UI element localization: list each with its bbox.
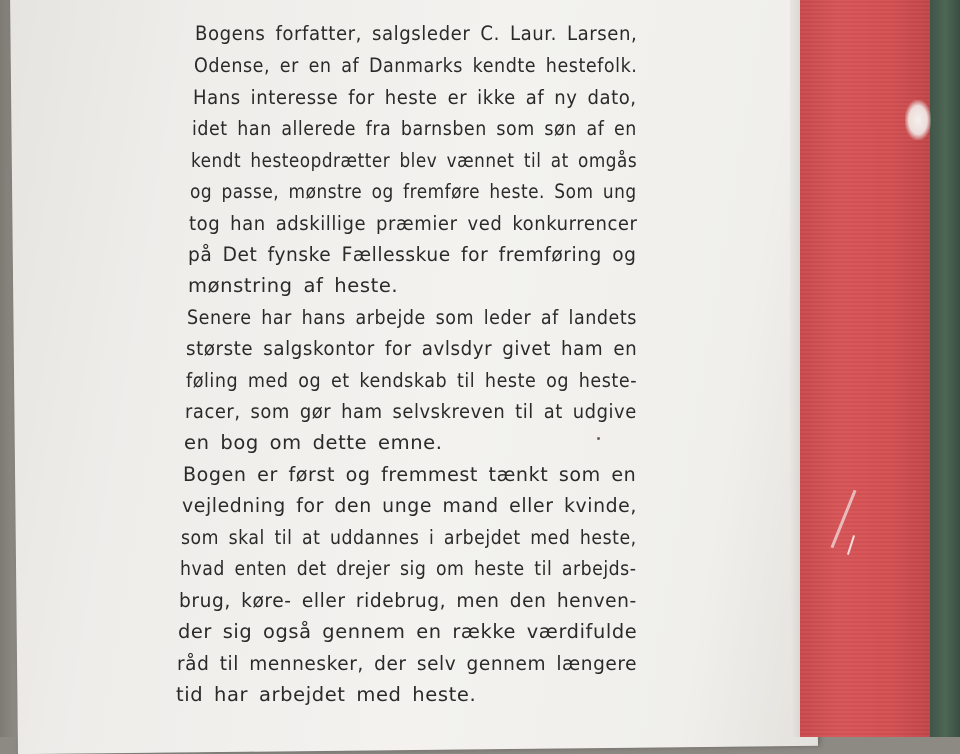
- text-line: og passe, mønstre og fremføre heste. Som ung: [190, 180, 637, 203]
- text-line: kendt hesteopdrætter blev vænnet til at omgås: [191, 149, 638, 172]
- text-line: Odense, er en af Danmarks kendte hestefolk.: [194, 54, 638, 77]
- text-line: mønstring af heste.: [188, 274, 399, 297]
- text-line: idet han allerede fra barnsben som søn af en: [192, 117, 637, 140]
- text-line: som skal til at uddannes i arbejdet med heste,: [181, 526, 637, 549]
- book-spine-green: [930, 0, 960, 737]
- text-line: vejledning for den unge mand eller kvinde,: [182, 494, 637, 517]
- text-line: råd til mennesker, der selv gennem længere: [177, 652, 638, 675]
- text-line: Bogens forfatter, salgsleder C. Laur. Larsen,: [195, 22, 638, 45]
- text-line: Hans interesse for heste er ikke af ny dato,: [193, 86, 637, 109]
- text-line: Bogen er først og fremmest tænkt som en: [183, 463, 637, 486]
- text-line: største salgskontor for avlsdyr givet ham en: [186, 337, 638, 360]
- text-line: på Det fynske Fællesskue for fremføring og: [188, 243, 637, 266]
- cover-scuff: [905, 100, 931, 140]
- text-line: brug, køre- eller ridebrug, men den henven-: [179, 589, 637, 612]
- paper-speck: [597, 437, 600, 440]
- text-line: Senere har hans arbejde som leder af landets: [187, 306, 637, 329]
- text-line: hvad enten det drejer sig om heste til arbejds-: [180, 557, 637, 580]
- text-line: tog han adskillige præmier ved konkurrencer: [189, 212, 638, 235]
- text-line: tid har arbejdet med heste.: [176, 683, 477, 706]
- text-line: en bog om dette emne.: [184, 431, 443, 454]
- text-line: føling med og et kendskab til heste og heste-: [186, 369, 638, 392]
- text-line: racer, som gør ham selvskreven til at udgive: [185, 400, 637, 423]
- text-line: der sig også gennem en række værdifulde: [178, 620, 638, 643]
